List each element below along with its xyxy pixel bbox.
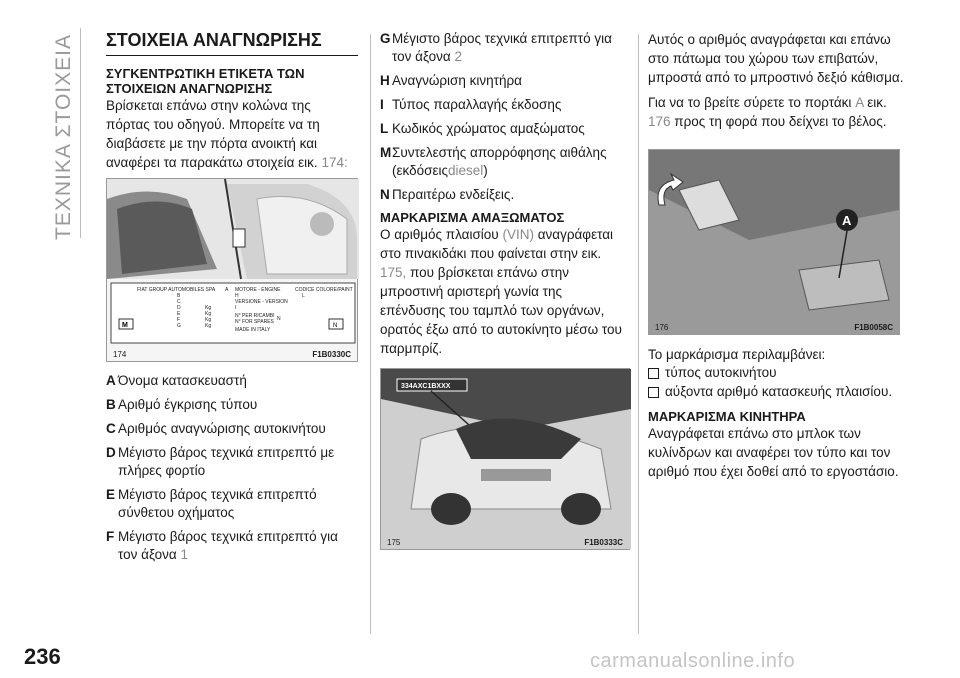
list-item: E Μέγιστο βάρος τεχνικά επιτρεπτό σύνθετου οχήματος: [106, 487, 317, 520]
svg-text:E: E: [177, 311, 181, 317]
chassis-text: Ο αριθμός πλαισίου (VIN) αναγράφεται στο πινακιδάκι που φαίνεται στην εικ. 175, που βρίσκεται επάνω στην μπροστινή αριστερή γωνία της επένδυσης του ταμπλό των οργάνων, ορατός έξω από το αυτοκίνητο μέσω του παρμπρίζ.: [380, 227, 622, 356]
chassis-heading: ΜΑΡΚΑΡΙΣΜΑ ΑΜΑΞΩΜΑΤΟΣ: [380, 210, 565, 225]
page-number: 236: [24, 644, 61, 669]
figure-caption: 176 F1B0058C: [655, 323, 893, 332]
figure-caption: 175 F1B0333C: [387, 538, 623, 547]
figure-176: [648, 149, 900, 335]
figure-174: [106, 178, 358, 362]
engine-text: Αναγράφεται επάνω στο μπλοκ των κυλίνδρων και αναφέρει τον τύπο και τον αριθμό που έχει δοθεί από το εργοστάσιο.: [648, 426, 899, 479]
list-item: αύξοντα αριθμό κατασκευής πλαισίου.: [648, 383, 910, 401]
column-divider: [638, 34, 639, 634]
svg-text:G: G: [177, 323, 181, 329]
column-3: [648, 30, 910, 481]
svg-text:C: C: [177, 299, 181, 305]
figure-caption: 174 F1B0330C: [113, 350, 351, 359]
floor-flap-illustration: [649, 150, 899, 334]
label-text: Βρίσκεται επάνω στην κολώνα της πόρτας του οδηγού. Μπορείτε να τη διαβάσετε με την πόρτα ανοικτή και αναφέρει τα παρακάτω στοιχεία εικ. 174:: [106, 98, 348, 170]
svg-text:N° PER RICAMBI: N° PER RICAMBI: [235, 313, 275, 319]
list-item: B Αριθμό έγκρισης τύπου: [106, 397, 258, 412]
label-items-list-continued: [380, 30, 630, 204]
side-section-title: ΤΕΧΝΙΚΑ ΣΤΟΙΧΕΙΑ: [52, 34, 75, 240]
svg-text:B: B: [177, 293, 181, 299]
svg-text:D: D: [177, 305, 181, 311]
windshield-vin-illustration: [381, 369, 631, 549]
svg-text:N° FOR SPARES: N° FOR SPARES: [235, 319, 274, 325]
svg-text:I: I: [235, 305, 237, 311]
door-pillar-illustration: [107, 179, 359, 361]
list-item: MΣυντελεστής απορρόφησης αιθάλης (εκδόσειςdiesel): [380, 145, 607, 178]
svg-text:A: A: [225, 287, 229, 293]
svg-text:Kg: Kg: [205, 311, 212, 317]
checkbox-bullet-icon: [648, 387, 659, 398]
side-divider: [80, 28, 81, 238]
svg-text:H: H: [235, 293, 239, 299]
svg-text:M: M: [122, 322, 128, 329]
svg-text:N: N: [277, 316, 281, 322]
col3-text-2: Για να το βρείτε σύρετε το πορτάκι A εικ. 176 προς τη φορά που δείχνει το βέλος.: [648, 95, 887, 129]
label-heading: ΣΥΓΚΕΝΤΡΩΤΙΚΗ ΕΤΙΚΕΤΑ ΤΩΝ ΣΤΟΙΧΕΙΩΝ ΑΝΑΓΝΩΡΙΣΗΣ: [106, 66, 305, 96]
svg-text:VERSIONE - VERSION: VERSIONE - VERSION: [235, 299, 288, 305]
svg-text:MADE IN ITALY: MADE IN ITALY: [235, 327, 271, 333]
list-item: A Όνομα κατασκευαστή: [106, 373, 247, 388]
svg-text:Kg: Kg: [205, 305, 212, 311]
svg-text:L: L: [302, 293, 305, 299]
list-item: L Κωδικός χρώματος αμαξώματος: [380, 121, 585, 136]
column-divider: [370, 34, 371, 634]
list-item: C Αριθμός αναγνώρισης αυτοκινήτου: [106, 421, 326, 436]
list-item: H Αναγνώριση κινητήρα: [380, 73, 522, 88]
svg-text:N: N: [333, 323, 338, 329]
svg-text:F: F: [177, 317, 181, 323]
label-items-list: [106, 372, 358, 564]
section-title: ΣΤΟΙΧΕΙΑ ΑΝΑΓΝΩΡΙΣΗΣ: [106, 30, 358, 56]
svg-text:CODICE COLORE/PAINT: CODICE COLORE/PAINT: [295, 287, 353, 293]
engine-heading: ΜΑΡΚΑΡΙΣΜΑ ΚΙΝΗΤΗΡΑ: [648, 409, 806, 424]
column-2: [380, 30, 630, 560]
list-item: D Μέγιστο βάρος τεχνικά επιτρεπτό με πλήρες φορτίο: [106, 445, 335, 478]
svg-text:FIAT GROUP AUTOMOBILES SPA: FIAT GROUP AUTOMOBILES SPA: [137, 287, 216, 293]
svg-text:Kg: Kg: [205, 323, 212, 329]
svg-text:A: A: [842, 213, 852, 228]
col3-text-1: Αυτός ο αριθμός αναγράφεται και επάνω στο πάτωμα του χώρου των επιβατών, μπροστά από το μπροστινό δεξιό κάθισμα.: [648, 32, 904, 85]
watermark: carmanualsonline.info: [590, 650, 796, 672]
figure-175: [380, 368, 630, 550]
list-item: τύπος αυτοκινήτου: [648, 364, 910, 382]
list-item: N Περαιτέρω ενδείξεις.: [380, 187, 515, 202]
list-item: F Μέγιστο βάρος τεχνικά επιτρεπτό για τον άξονα 1: [106, 529, 338, 562]
marking-intro: Το μαρκάρισμα περιλαμβάνει:: [648, 347, 826, 362]
list-item: I Τύπος παραλλαγής έκδοσης: [380, 97, 562, 112]
marking-list: [648, 364, 910, 401]
svg-text:334AXC1BXXX: 334AXC1BXXX: [401, 383, 451, 390]
list-item: GΜέγιστο βάρος τεχνικά επιτρεπτό για τον άξονα 2: [380, 31, 612, 64]
column-1: [106, 30, 358, 570]
checkbox-bullet-icon: [648, 368, 659, 379]
svg-text:Kg: Kg: [205, 317, 212, 323]
svg-text:MOTORE - ENGINE: MOTORE - ENGINE: [235, 287, 281, 293]
